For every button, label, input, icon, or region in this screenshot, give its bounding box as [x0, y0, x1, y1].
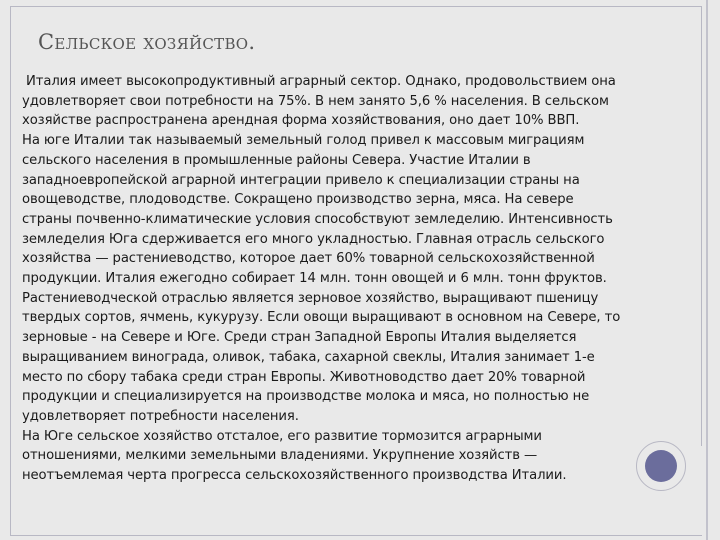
body-line: зерновые - на Севере и Юге. Среди стран Западной Европы Италия выделяется	[22, 330, 577, 346]
body-line: продукции и специализируется на производстве молока и мяса, но полностью не	[22, 389, 590, 405]
body-line: овощеводстве, плодоводстве. Сокращено производство зерна, мяса. На севере	[22, 192, 574, 208]
body-line: страны почвенно-климатические условия способствуют земледелию. Интенсивность	[22, 211, 613, 227]
body-line: место по сбору табака среди стран Европы. Животноводство дает 20% товарной	[22, 369, 586, 385]
body-line: продукции. Италия ежегодно собирает 14 млн. тонн овощей и 6 млн. тонн фруктов.	[22, 271, 607, 287]
body-line: земледелия Юга сдерживается его много укладностью. Главная отрасль сельского	[22, 231, 605, 247]
body-line: твердых сортов, ячмень, кукурузу. Если овощи выращивают в основном на Севере, то	[22, 310, 621, 326]
body-line: На Юге сельское хозяйство отсталое, его развитие тормозится аграрными	[22, 428, 542, 444]
body-line: На юге Италии так называемый земельный голод привел к массовым миграциям	[22, 133, 585, 149]
body-line: западноевропейской аграрной интеграции привело к специализации страны на	[22, 172, 580, 188]
body-line: Италия имеет высокопродуктивный аграрный сектор. Однако, продовольствием она	[26, 74, 616, 89]
body-line: хозяйстве распространена арендная форма хозяйствования, оно дает 10% ВВП.	[22, 113, 580, 129]
body-line: выращиванием винограда, оливок, табака, сахарной свеклы, Италия занимает 1-е	[22, 349, 595, 365]
slide-frame-right-edge	[701, 6, 702, 446]
body-line: сельского населения в промышленные районы Севера. Участие Италии в	[22, 152, 531, 168]
body-line: Растениеводческой отраслью является зерновое хозяйство, выращивают пшеницу	[22, 290, 599, 306]
body-line: отношениями, мелкими земельными владениями. Укрупнение хозяйств —	[22, 448, 538, 464]
slide-right-border	[706, 0, 708, 540]
decorative-circle-icon	[645, 450, 677, 482]
body-line: хозяйства — растениеводство, которое дает 60% товарной сельскохозяйственной	[22, 251, 595, 267]
slide-body	[22, 72, 686, 486]
slide-title: Сельское хозяйство.	[38, 30, 256, 54]
body-line: удовлетворяет потребности населения.	[22, 408, 299, 424]
body-line: неотъемлемая черта прогресса сельскохозяйственного производства Италии.	[22, 468, 567, 484]
body-line: удовлетворяет свои потребности на 75%. В нем занято 5,6 % населения. В сельском	[22, 93, 609, 109]
